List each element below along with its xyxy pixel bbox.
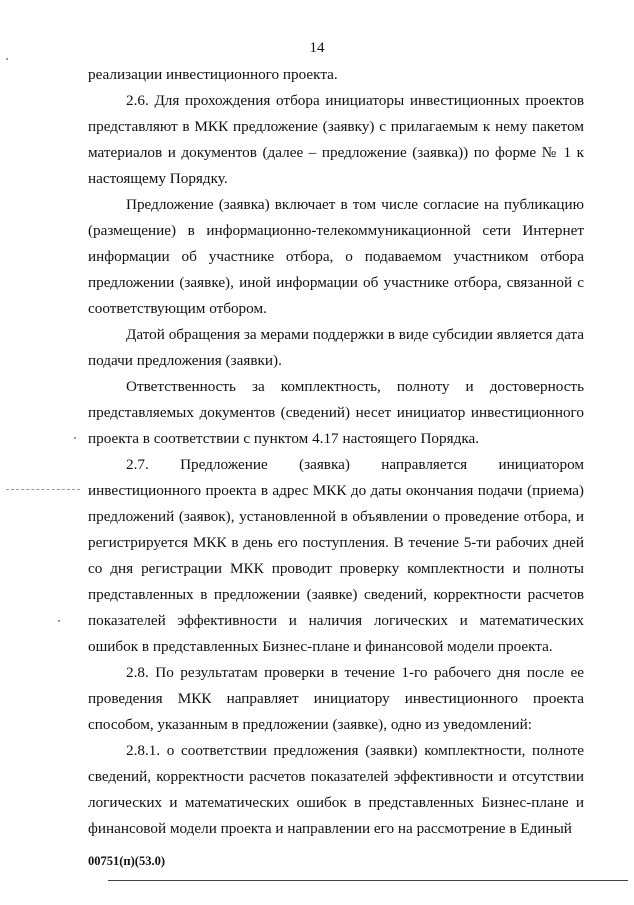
paragraph-2-8-1: 2.8.1. о соответствии предложения (заявки) комплектности, полноте сведений, корректности расчетов показателей эффективности и отсутствии логических и математических ошибок в представленных Бизнес-плане и финансовой модели проекта и направлении его на рассмотрение в Единый — [88, 742, 584, 837]
paragraph-responsibility: Ответственность за комплектность, полноту и достоверность представляемых документов (сведений) несет инициатор инвестиционного проекта в соответствии с пунктом 4.17 настоящего Порядка. — [88, 378, 584, 447]
document-body — [88, 62, 584, 842]
paragraph-2-7: 2.7. Предложение (заявка) направляется инициатором инвестиционного проекта в адрес МКК до даты окончания подачи (приема) предложений (заявок), установленной в объявлении о проведение отбора, и регистрируется МКК в день его поступления. В течение 5-ти рабочих дней со дня регистрации МКК проводит проверку комплектности и полноты представленных в предложении (заявке) сведений, корректности расчетов показателей эффективности и наличия логических и математических ошибок в представленных Бизнес-плане и финансовой модели проекта. — [88, 456, 584, 655]
footer-code: 00751(п)(53.0) — [88, 854, 165, 868]
paragraph-2-8: 2.8. По результатам проверки в течение 1-го рабочего дня после ее проведения МКК направляет инициатору инвестиционного проекта способом, указанным в предложении (заявке), одно из уведомлений: — [88, 664, 584, 733]
scan-artifact-dot — [58, 620, 60, 622]
bottom-rule — [108, 880, 628, 881]
page-number: 14 — [309, 40, 325, 56]
scan-artifact-dot — [74, 437, 76, 439]
paragraph-consent: Предложение (заявка) включает в том числе согласие на публикацию (размещение) в информационно-телекоммуникационной сети Интернет информации об участнике отбора, о подаваемом участником отбора предложении (заявке), иной информации об участнике отбора, связанной с соответствующим отбором. — [88, 196, 584, 317]
scan-artifact-dot — [6, 58, 8, 60]
paragraph-date: Датой обращения за мерами поддержки в виде субсидии является дата подачи предложения (заявки). — [88, 326, 584, 369]
paragraph-continuation: реализации инвестиционного проекта. — [88, 66, 338, 83]
scan-artifact-dash — [6, 489, 80, 490]
paragraph-2-6: 2.6. Для прохождения отбора инициаторы инвестиционных проектов представляют в МКК предложение (заявку) с прилагаемым к нему пакетом материалов и документов (далее – предложение (заявка)) по форме № 1 к настоящему Порядку. — [88, 92, 584, 187]
